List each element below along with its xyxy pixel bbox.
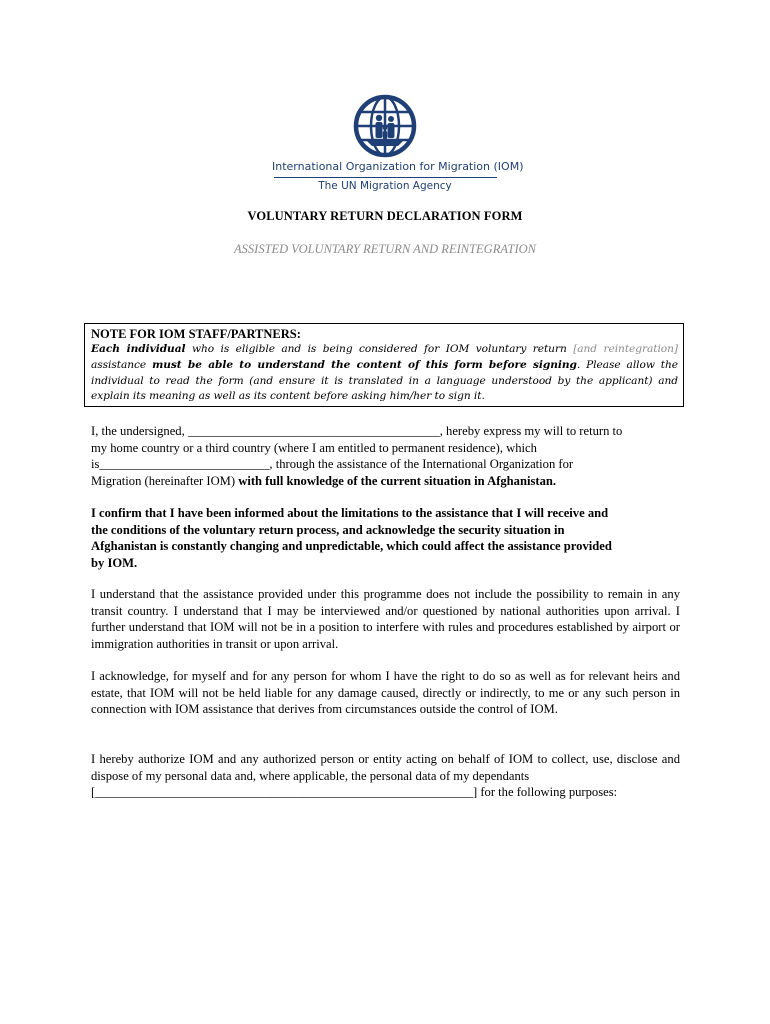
form-subtitle: ASSISTED VOLUNTARY RETURN AND REINTEGRATION [234, 242, 536, 256]
declaration-paragraph-4: I acknowledge, for myself and for any person for whom I have the right to do so as well as for relevant heirs and estate, that IOM will not be held liable for any damage caused, directly or indirectly, to me or any such person in connection with IOM assistance that derives from circumstances outside the control of IOM. [91, 669, 680, 716]
para1-line4a: Migration (hereinafter IOM) [91, 473, 239, 488]
para1-line1: I, the undersigned, ________________________________________, hereby express my will to return to [91, 424, 623, 438]
org-subtitle: The UN Migration Agency [318, 180, 452, 192]
form-title: VOLUNTARY RETURN DECLARATION FORM [247, 209, 523, 223]
org-divider [274, 177, 497, 178]
declaration-paragraph-2 [91, 505, 680, 571]
para1-line4b: with full knowledge of the current situation in Afghanistan. [238, 473, 557, 488]
note-part-4: assistance [91, 358, 153, 371]
iom-logo [346, 92, 424, 160]
declaration-paragraph-1 [91, 423, 680, 489]
org-name: International Organization for Migration (IOM) [272, 160, 524, 173]
para1-line2: my home country or a third country (where I am entitled to permanent residence), which [91, 440, 537, 455]
note-part-6: . Please allow the individual to read the form (and ensure it is translated in a language understood by the applicant) and explain its meaning as well as its content before asking him/her to sign it. [91, 358, 678, 403]
staff-note-box [84, 323, 684, 407]
declaration-paragraph-5 [91, 751, 680, 801]
declaration-paragraph-3: I understand that the assistance provided under this programme does not include the possibility to remain in any transit country. I understand that I may be interviewed and/or questioned by national authorities upon arrival. I further understand that IOM will not be in a position to interfere with rules and procedures established by airport or immigration authorities in transit or upon arrival. [91, 587, 680, 651]
para2-line1: I confirm that I have been informed about the limitations to the assistance that I will receive and [91, 506, 609, 520]
note-heading: NOTE FOR IOM STAFF/PARTNERS: [91, 327, 301, 341]
note-part-5: must be able to understand the content of this form before signing [152, 358, 577, 371]
para2-line4: by IOM. [91, 555, 138, 570]
note-part-2: who is eligible and is being considered for IOM voluntary return [185, 343, 574, 355]
note-part-3: [and reintegration] [573, 343, 678, 355]
para1-line4 [91, 473, 680, 490]
note-part-1: Each individual [91, 343, 186, 355]
note-body [91, 342, 678, 405]
para5-last-line: [____________________________________________________________] for the following purposes: [91, 785, 618, 799]
para2-line3: Afghanistan is constantly changing and unpredictable, which could affect the assistance provided [91, 539, 612, 553]
para2-line2: the conditions of the voluntary return process, and acknowledge the security situation in [91, 522, 565, 537]
para1-line3: is___________________________, through the assistance of the International Organization for [91, 457, 574, 471]
iom-globe-logo-icon [346, 92, 424, 160]
para5-text: I hereby authorize IOM and any authorized person or entity acting on behalf of IOM to collect, use, disclose and dispose of my personal data and, where applicable, the personal data of my dependants [91, 752, 680, 783]
